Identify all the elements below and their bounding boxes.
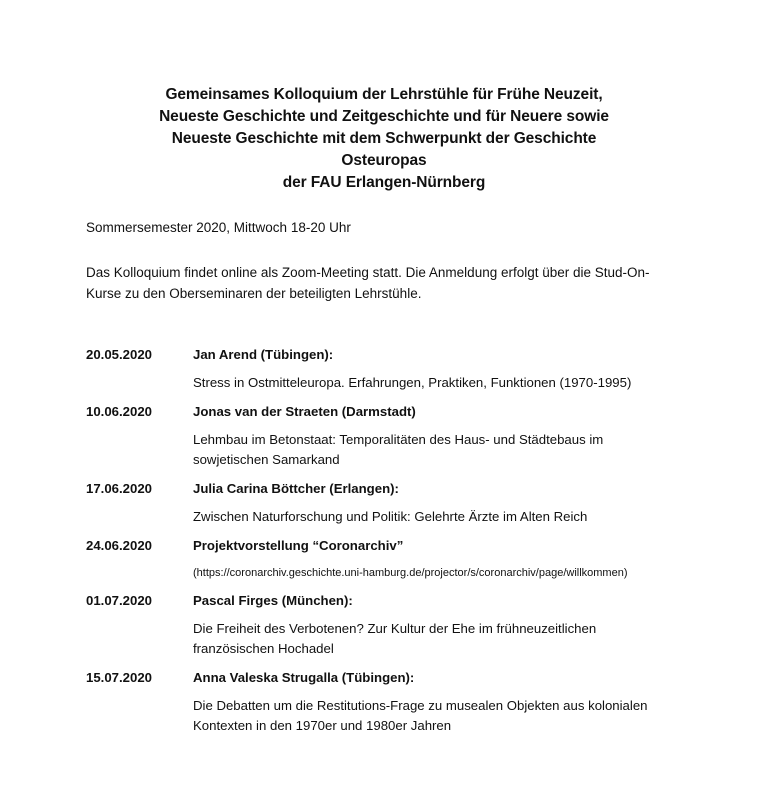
schedule-entry	[86, 402, 696, 470]
schedule-entry	[86, 668, 696, 736]
entry-description: Die Freiheit des Verbotenen? Zur Kultur der Ehe im frühneuzeitlichen französischen Hochadel	[193, 621, 597, 656]
title-line-3: Neueste Geschichte mit dem Schwerpunkt der Geschichte	[171, 130, 597, 147]
entry-speaker: Anna Valeska Strugalla (Tübingen):	[193, 670, 415, 685]
entry-speaker: Projektvorstellung “Coronarchiv”	[193, 538, 404, 553]
schedule-entry	[86, 591, 696, 659]
title-line-5: der FAU Erlangen-Nürnberg	[282, 174, 486, 191]
entry-date: 15.07.2020	[86, 670, 153, 685]
title-line-2: Neueste Geschichte und Zeitgeschichte und für Neuere sowie	[159, 108, 609, 125]
entry-header	[86, 536, 696, 556]
entry-date: 10.06.2020	[86, 404, 153, 419]
semester-line: Sommersemester 2020, Mittwoch 18-20 Uhr	[86, 220, 351, 235]
schedule-entry	[86, 536, 696, 582]
entry-date: 24.06.2020	[86, 538, 153, 553]
entry-header	[86, 591, 696, 611]
entry-header	[86, 345, 696, 365]
entry-speaker: Julia Carina Böttcher (Erlangen):	[193, 481, 399, 496]
entry-date: 17.06.2020	[86, 481, 153, 496]
entry-description-url[interactable]: (https://coronarchiv.geschichte.uni-hamburg.de/projector/s/coronarchiv/page/willkommen)	[193, 567, 628, 579]
title-line-1: Gemeinsames Kolloquium der Lehrstühle für Frühe Neuzeit,	[165, 86, 603, 103]
entry-description: Die Debatten um die Restitutions-Frage zu musealen Objekten aus kolonialen Kontexten in den 1970er und 1980er Jahren	[193, 698, 648, 733]
page-title	[84, 84, 684, 194]
entry-header	[86, 668, 696, 688]
entry-speaker: Pascal Firges (München):	[193, 593, 353, 608]
entry-date: 01.07.2020	[86, 593, 153, 608]
entry-date: 20.05.2020	[86, 347, 153, 362]
entry-description: Lehmbau im Betonstaat: Temporalitäten des Haus- und Städtebaus im sowjetischen Samarkand	[193, 432, 604, 467]
entry-speaker: Jonas van der Straeten (Darmstadt)	[193, 404, 416, 419]
intro-paragraph: Das Kolloquium findet online als Zoom-Meeting statt. Die Anmeldung erfolgt über die Stud-On-Kurse zu den Oberseminaren der beteiligten Lehrstühle.	[86, 265, 650, 301]
entry-description: Stress in Ostmitteleuropa. Erfahrungen, Praktiken, Funktionen (1970-1995)	[193, 375, 632, 390]
schedule-entry	[86, 479, 696, 527]
entry-header	[86, 479, 696, 499]
entry-speaker: Jan Arend (Tübingen):	[193, 347, 334, 362]
schedule-list	[86, 345, 696, 745]
title-line-4: Osteuropas	[341, 152, 427, 169]
schedule-entry	[86, 345, 696, 393]
entry-header	[86, 402, 696, 422]
entry-description: Zwischen Naturforschung und Politik: Gelehrte Ärzte im Alten Reich	[193, 509, 588, 524]
